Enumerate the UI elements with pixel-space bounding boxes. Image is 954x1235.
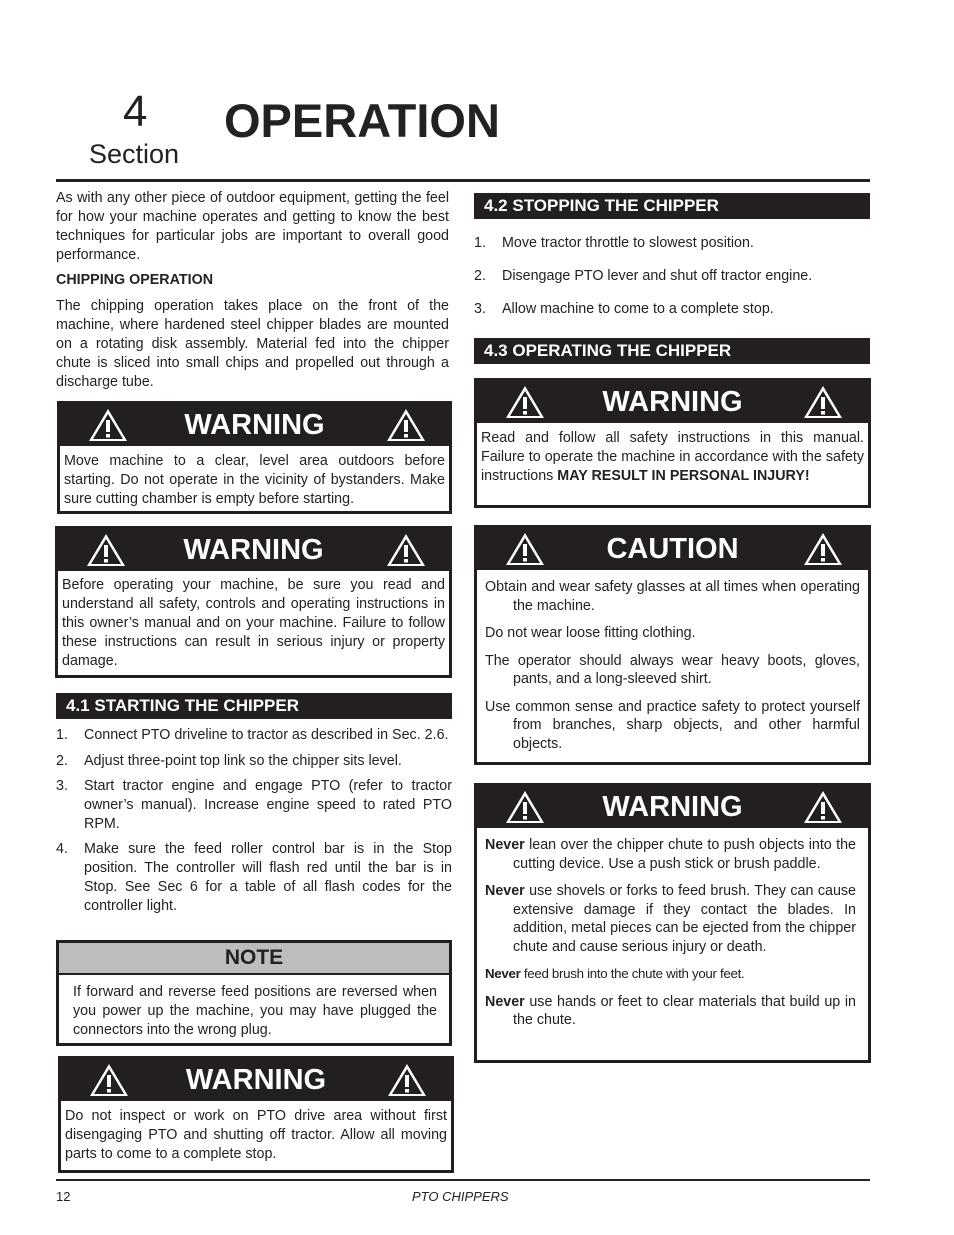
- footer-rule: [56, 1179, 870, 1181]
- warning-header: [61, 1059, 451, 1101]
- chipping-paragraph: The chipping operation takes place on the front of the machine, where hardened steel chipper blades are mounted on a rotating disk assembly. Material fed into the chipper chute is sliced into small chips and propelled out through a discharge tube.: [56, 298, 449, 390]
- section-label: Section: [89, 139, 180, 169]
- caution-list: [477, 570, 868, 753]
- list-item: Never feed brush into the chute with your feet.: [485, 966, 745, 981]
- warning-triangle-icon: [386, 408, 426, 442]
- starting-steps-list: [56, 726, 452, 916]
- warning-label: WARNING: [602, 386, 743, 418]
- warning-label: WARNING: [185, 1064, 327, 1096]
- list-item: Never use shovels or forks to feed brush. They can cause extensive damage if they contact the blades. In addition, metal pieces can be ejected from the chipper chute and cause serious injury or death.: [485, 883, 856, 955]
- caution-label: CAUTION: [606, 533, 739, 565]
- warning-label: WARNING: [183, 534, 324, 566]
- page-number: 12: [56, 1189, 71, 1204]
- warning-label: WARNING: [602, 791, 743, 823]
- warning-box-never: [474, 783, 871, 1063]
- warning-triangle-icon: [803, 532, 843, 566]
- warning-triangle-icon: [387, 1063, 427, 1097]
- warning-header: [477, 786, 868, 828]
- list-item: Use common sense and practice safety to protect yourself from branches, sharp objects, and other harmful objects.: [485, 698, 860, 752]
- warning-text: Before operating your machine, be sure you read and understand all safety, controls and operating instructions in this owner’s manual and on your machine. Failure to follow these instructions can result in serious injury or property damage.: [62, 577, 445, 669]
- section-heading-starting: 4.1 STARTING THE CHIPPER: [56, 693, 452, 719]
- note-box: [56, 940, 452, 1046]
- list-item: 2. Disengage PTO lever and shut off tractor engine.: [474, 268, 813, 284]
- list-item: The operator should always wear heavy boots, gloves, pants, and a long-sleeved shirt.: [485, 652, 860, 687]
- list-item: Do not wear loose fitting clothing.: [485, 625, 696, 641]
- list-item: 2. Adjust three-point top link so the chipper sits level.: [56, 753, 402, 769]
- warning-box-safety-instructions: [474, 378, 871, 508]
- warning-header: [60, 404, 449, 446]
- caution-box: [474, 525, 871, 765]
- warning-text: Move machine to a clear, level area outdoors before starting. Do not operate in the vicinity of bystanders. Make sure cutting chamber is empty before starting.: [64, 453, 445, 507]
- warning-label: WARNING: [184, 409, 325, 441]
- warning-triangle-icon: [386, 533, 426, 567]
- chipping-heading: CHIPPING OPERATION: [56, 272, 214, 288]
- list-item: Never lean over the chipper chute to push objects into the cutting device. Use a push stick or brush paddle.: [485, 837, 856, 872]
- warning-list: [477, 828, 868, 1030]
- warning-box-read-manual: [55, 526, 452, 678]
- warning-box-bystanders: [57, 401, 452, 514]
- section-heading-stopping: 4.2 STOPPING THE CHIPPER: [474, 193, 870, 219]
- list-item: 3. Allow machine to come to a complete stop.: [474, 301, 774, 317]
- list-item: 1. Connect PTO driveline to tractor as described in Sec. 2.6.: [56, 727, 449, 743]
- page-title: OPERATION: [224, 94, 500, 147]
- caution-header: [477, 528, 868, 570]
- intro-paragraph: As with any other piece of outdoor equipment, getting the feel for how your machine operates and getting to know the best techniques for particular jobs are important to overall good performance.: [56, 190, 449, 263]
- header-rule: [56, 179, 870, 182]
- section-heading-operating: 4.3 OPERATING THE CHIPPER: [474, 338, 870, 364]
- warning-triangle-icon: [803, 385, 843, 419]
- note-text: If forward and reverse feed positions are reversed when you power up the machine, you may have plugged the connectors into the wrong plug.: [73, 984, 437, 1038]
- warning-box-pto-drive: [58, 1056, 454, 1173]
- footer-title: PTO CHIPPERS: [412, 1189, 509, 1204]
- warning-header: [477, 381, 868, 423]
- warning-header: [58, 529, 449, 571]
- warning-triangle-icon: [803, 790, 843, 824]
- list-item: Never use hands or feet to clear materials that build up in the chute.: [485, 993, 856, 1028]
- list-item: 1. Move tractor throttle to slowest position.: [474, 235, 754, 251]
- stopping-steps-list: [474, 234, 870, 319]
- warning-text: Do not inspect or work on PTO drive area without first disengaging PTO and shutting off tractor. Allow all moving parts to come to a complete stop.: [65, 1108, 447, 1162]
- list-item: 3. Start tractor engine and engage PTO (refer to tractor owner’s manual). Increase engine speed to rated PTO RPM.: [56, 778, 452, 832]
- note-label: NOTE: [59, 943, 449, 975]
- list-item: 4. Make sure the feed roller control bar is in the Stop position. The controller will flash red until the bar is in Stop. See Sec 6 for a table of all flash codes for the controller light.: [56, 841, 452, 914]
- list-item: Obtain and wear safety glasses at all times when operating the machine.: [485, 579, 860, 614]
- warning-text: Read and follow all safety instructions in this manual. Failure to operate the machine in accordance with the safety instructions MAY RESULT IN PERSONAL INJURY!: [481, 430, 864, 484]
- section-number: 4: [123, 87, 148, 136]
